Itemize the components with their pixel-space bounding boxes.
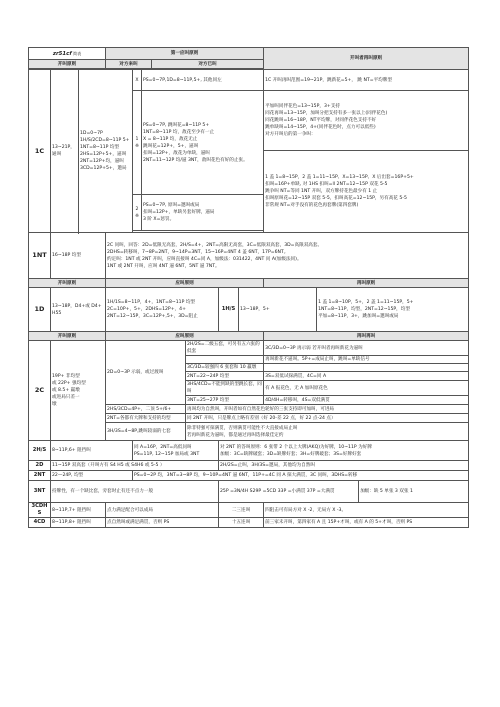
answers-2hs: 对 2NT 的答叫原则：6 张带 2 个以上大牌(AKQ)为好牌，10~11P 为好牌 加级：3C=缺牌破套；3D=缺牌好套；3H=好牌破套；3S=好牌好套 [219,441,469,461]
opening-principle-header: 开叫原则 [29,60,106,69]
resp-d: 3H/3S=4~8P,跳叫较弱的七套 [106,423,186,441]
mid-rebid-header: 再叫原则 [264,279,469,288]
r5-right: 有 A 报花色，无 A 加叫原花色 [264,381,469,396]
bidding-table [28,47,469,528]
principle-1nt: 16~18P 均型 [51,233,106,279]
r1-left: 2H/2S=二级五套，可另有五六张的低套 [186,341,264,356]
resp-b-right: 再叫均为自然叫，开叫者如有自然花色轮好的三张支持即可加叫，可进局 [186,405,469,414]
rebid-lines-a: 平加叫同伴花色=13~15P，3+支持 同花再叫=13~15P，加叫分把支持有多一张以上(同伴花色) 同花跳叫=16~18P，NT平均牌，对同伴花色支持不好 跳单缺叫=14~15P，4+(同伴花色时，点力可以低些) 对方开叫后的第一争叫： [264,91,469,151]
principle-1hs: 13~18P，5+ [239,288,317,332]
resp-d-right: 除非特强可探满贯，否则满贯可能性不大直接成局止叫 若再叫新花为逼叫，都是通过再叫选择最佳定约 [186,423,469,441]
right-4cd: 前三家未开叫，第四家有 A 且 15P+才叫，或有 A 的 5+才叫，否则 PS [264,518,469,528]
lines-1nt: 2C 问叫，回答：2D=低限无高套，2H/S=4+，2NT=高限无高套，3C=低限双高套，3D=高限双高套。 2DHS=转移叫，7~8P=2NT，9~14P=3NT，15~16P=4NT 4 盖 6NT，17P=6NT。 约定叫：1NT 或 2NT 开叫，应叫直接叫 4C=同 A，加级法：031422，4NT 问 A(加级法同)。 1NT 或 2NT 开叫，应叫 4NT 逼 6NT，5NT 逼 7NT。 [106,233,469,279]
double-note: PS=0~7P,1D=8~11P,5+, 其他同左 [142,70,264,91]
right-3cdhs: 四阻击可有局方对 X -2，无局方 X -3。 [264,503,469,518]
bid-1c: 1C [29,70,51,233]
principle-3nt: 持牌性，有一个缺比套，旁套时止有还不点力一般 [51,481,219,503]
bid-1nt: 1NT [29,233,51,279]
reply-2nt: PS=0~2P 均，3NT=3~8P 均，9~10P=4NT 逼 6NT，11P+=4C 同 A 探大满贯，3C 问叫，3DHS=转移 [133,471,469,481]
r5-left: 3HS/4CD=不能到缺的型跳长套，同叫 [187,382,262,394]
r6-right: 4D/4H=转移叫，4S=双低满贯 [264,396,469,405]
responses-1c: 1D=0~7P 1H/S/2CD=8~11P 5+ 1NT=8~11P 均型 2HS=12P+5+，逼叫 2NT=12P+均，逼叫 3CD=12P+5+，邀局 [79,70,133,233]
responses-1d: 1H/1S=8~11P，4+，1NT=8~11P 均型 2C=10P+，5+，2DHS=12P+，4+ 2NT=12~15P，3C=12P+,5+，3D=阻止 [106,288,219,332]
resp-4cd: 点自然叫或满足满贯，否则 PS [106,518,219,528]
resp-c: 2NT=各都有大牌和支持的均型 [106,414,186,423]
principle-2d: 11~15P 双高套（开叫方有 S4 H5 或 S4H6 或 5-5 ） [51,461,219,471]
bid-2c: 2C [29,341,51,441]
rebid-range-1c: 1C 开叫再叫范围=19~21P，跳新花=5+， 跳 NT=平均牌型 [264,70,469,91]
r4-right: 3S=双低试探满贯，4C=同 A [264,372,469,381]
r4-left: 2NT=22~24P 均型 [186,372,264,381]
resp-b: 2HS/3CD=4P+，二顶 5+/6+ [106,405,186,414]
bid-1d: 1D [29,288,51,332]
sheet-title: zr51cf 简表 [29,48,106,60]
mid-respond-header: 应叫原则 [106,279,264,288]
principle-4cd: 8~11P,8+ 阻挡叫 [51,518,106,528]
right-3nt: 加级：缺 5 单张 3 双张 1 [359,481,469,503]
opener-rebid-header: 开叫者再叫原则 [264,48,469,70]
mark-2: 2※ [133,195,142,231]
principle-1c: 13~21P，通叫 [51,70,79,233]
principle-1d: 13~18P，D4+或 D4+H55 [51,288,106,332]
reply-2d: 2H/2S=止叫，3H/3S=邀局，其他均为自然叫 [219,461,469,471]
double-mark: X [133,70,142,91]
mid-3nt: 25P =3N/4H S29P =5CD 33P =小满贯 37P =大满贯 [219,481,359,503]
resp-2d-waiting: 2D=0~3P 示弱，或过渡叫 [106,341,186,405]
box-1: PS=0~7P, 跳叫花=8~11P 5+ 1NT=8~11P 均，敌花至少有一止 X = 8~11P 均，敌花无止 跳叫花=12P+，5+，逼叫 扣叫=12P+，敌花为单缺，逼叫 2NT=11~12P 均/逼 3NT，敌叫花色有好的止张。 [142,91,264,195]
bid-4cd: 4CD [29,518,51,528]
bidding-summary-sheet [28,47,468,528]
principle-2c: 19P+ 非均型 或 22P+ 强均型 或 8.5+ 赢墩 或进局只差一 墩 [51,341,106,441]
mid-4cd: 十五连叫 [219,518,264,528]
mid-open-header: 开叫原则 [29,279,106,288]
mid-3cdhs: 二三连叫 [219,503,264,518]
bid-2hs: 2H/S [29,441,51,461]
opp-passed-header: 对方已叫 [152,60,264,69]
resp-c-right: 同 2NT 开叫，只是牌点上略有差别（好 20-差 22 点，好 22 点-24 点） [186,414,469,423]
bid-3nt: 3NT [29,481,51,503]
low-open-header: 开叫原则 [29,332,106,341]
resp-3cdhs: 点力满足配合可以成局 [106,503,219,518]
first-responder-header: 第一应叫原则 [106,48,264,60]
r6-left: 3NT=25~27P 均型 [186,396,264,405]
r2-right: 再叫新花不逼叫。5P+=成局止叫，跳叫=单缺信号 [264,356,469,364]
rebid-lines-b: 1 盖 1=8~15P，2 盖 1=11~15P、X=13~15P、X 后出套=16P+5+ 扣叫=16P+单缺, 对 1HS 扣叫=ll 2NT=12~15P 双花 5-5 跳争叫 NT=等同 1NT 开叫，双方牌持花色最少有 1 止 扣叫原叫花=12~15P 双套 5-5，扣叫高花=12~15P，另有高花 5-5 非常规 NT=对手没有的花色再套牌(第四套牌) [264,151,469,233]
r3-left: 3C/3D=较强四 6 张套和 10 赢墩 [186,364,264,372]
bid-3cdhs: 3CDHS [29,503,51,518]
box-2: PS=0~7P, 原叫=邀叫或局 扣叫=12P+，单缺另套好牌，逼局 3 阶 X=惩罚。 [142,195,264,231]
r1-right: 3C/3D=0~3P 再示弱 若开叫者再叫新花为逼叫 [264,341,469,356]
bid-2nt: 2NT [29,471,51,481]
bid-2d: 2D [29,461,51,471]
low-respond-header: 应叫原则 [106,332,264,341]
principle-2hs: 8~11P,6+ 阻挡叫 [51,441,133,461]
opp-bid-header: 对方来叫 [106,60,152,69]
responses-2hs: 同 A=16P，2NT=高低问叫 PS=11P, 12~15P 加局或 3NT [133,441,219,461]
mark-1: 1※ [133,91,142,195]
principle-3cdhs: 8~11P,7+ 阻挡叫 [51,503,106,518]
low-rebid-header: 再叫再叫 [264,332,469,341]
bid-1hs: 1H/S [219,288,239,332]
principle-2nt: 22—24P, 均型 [51,471,133,481]
rebid-1hs: 1 盖 1=8~10P，5+，2 盖 1=11~15P，5+ 1NT=8~11P，均型，2NT=12~15P，均型 平加=8~11P，3+，跳加叫=邀叫或局 [317,288,469,332]
